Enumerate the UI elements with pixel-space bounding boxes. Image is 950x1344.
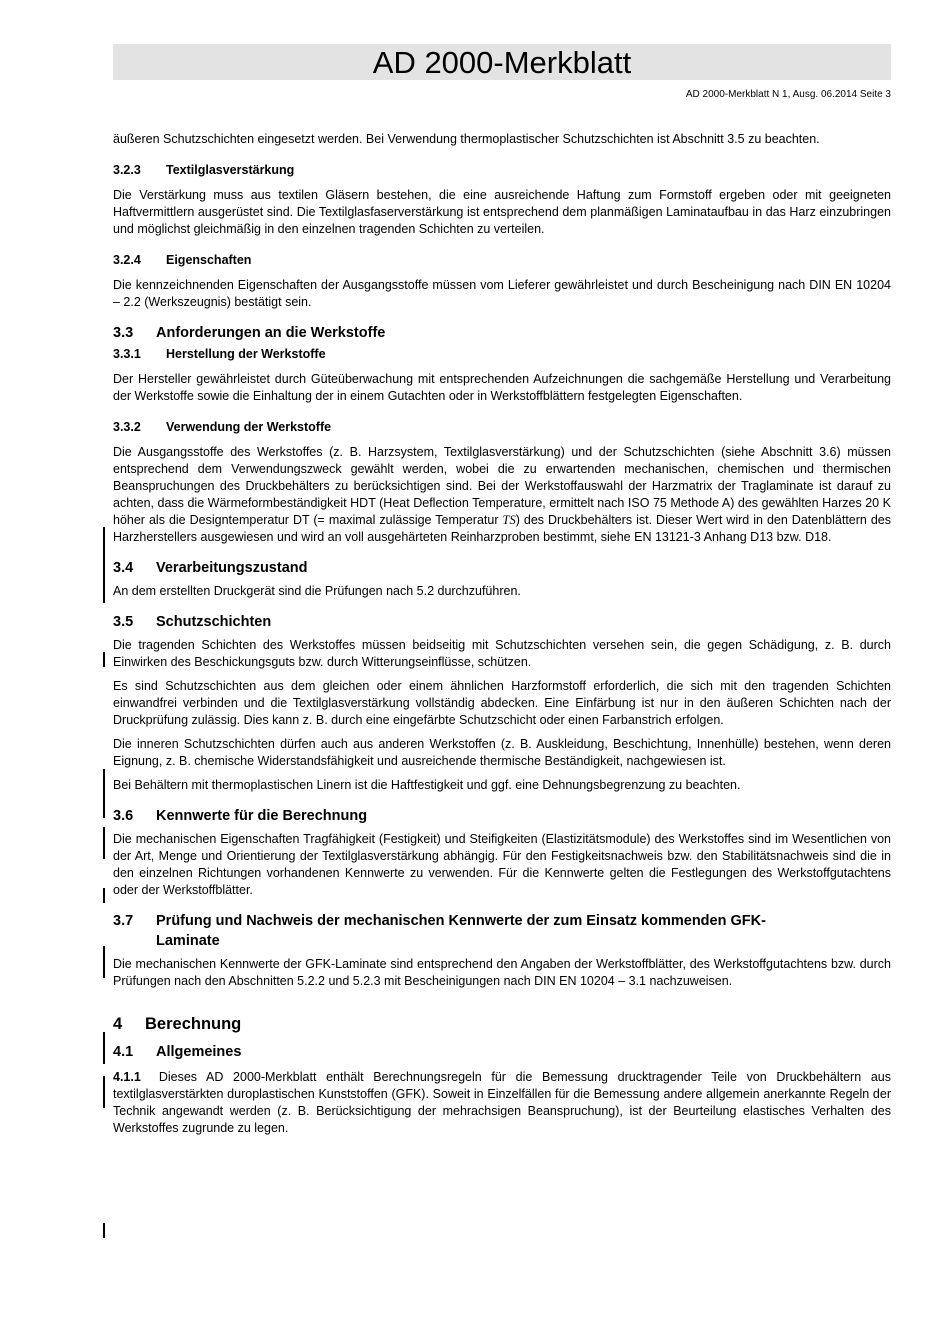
header-bar <box>113 44 891 80</box>
paragraph: Die kennzeichnenden Eigenschaften der Ausgangsstoffe müssen vom Lieferer gewährleistet und durch Bescheinigung nach DIN EN 10204 – 2.2 (Werkszeugnis) bestätigt sein. <box>113 278 891 309</box>
section-number: 4.1 <box>113 1044 134 1060</box>
section-heading-3-3-2 <box>113 419 891 436</box>
section-heading-3-7 <box>113 911 891 951</box>
section-title: Kennwerte für die Berechnung <box>156 808 368 824</box>
section-heading-3-6 <box>113 806 891 826</box>
section-number: 3.2.4 <box>113 253 141 267</box>
section-number: 3.5 <box>113 614 134 630</box>
section-number: 3.3.2 <box>113 420 141 434</box>
change-bar <box>103 888 105 903</box>
symbol-ts: TS <box>502 513 516 527</box>
page-reference: AD 2000-Merkblatt N 1, Ausg. 06.2014 Seite 3 <box>685 89 891 100</box>
paragraph-number: 4.1.1 <box>113 1070 141 1084</box>
paragraph: Die mechanischen Kennwerte der GFK-Laminate sind entsprechend den Angaben der Werkstoffblätter, des Werkstoffgutachtens bzw. durch Prüfungen nach den Abschnitten 5.2.2 und 5.2.3 mit Bescheinigungen nach DIN EN 10204 – 3.1 nachzuweisen. <box>113 957 891 988</box>
section-number: 4 <box>113 1015 123 1033</box>
paragraph <box>113 444 891 546</box>
document-body <box>113 131 891 1137</box>
section-number: 3.2.3 <box>113 163 141 177</box>
section-title: Anforderungen an die Werkstoffe <box>156 325 386 341</box>
paragraph: Die tragenden Schichten des Werkstoffes müssen beidseitig mit Schutzschichten versehen sein, die gegen Schädigung, z. B. durch Einwirken des Beschickungsguts bzw. durch Witterungseinflüsse, schützen. <box>113 638 891 669</box>
document-title: AD 2000-Merkblatt <box>372 45 632 80</box>
paragraph: Die mechanischen Eigenschaften Tragfähigkeit (Festigkeit) und Steifigkeiten (Elastizitätsmodule) des Werkstoffes sind im Wesentlichen von der Art, Menge und Orientierung der Textilglasverstärkung abhängig. Für den Festigkeitsnachweis bzw. den Stabilitätsnachweis sind die in den einzelnen Richtungen vorhandenen Kennwerte zu verwenden. Für die Kennwerte gelten die Festlegungen des Werkstoffgutachtens oder der Werkstoffblätter. <box>113 832 891 897</box>
section-title: Allgemeines <box>156 1044 242 1060</box>
paragraph: Bei Behältern mit thermoplastischen Linern ist die Haftfestigkeit und ggf. eine Dehnungsbegrenzung zu beachten. <box>113 778 741 792</box>
paragraph: Es sind Schutzschichten aus dem gleichen oder einem ähnlichen Harzformstoff erforderlich, die sich mit den tragenden Schichten einwandfrei verbinden und die Textilglasverstärkung vollständig abdecken. Eine Einfärbung ist nur in den äußeren Schichten nach der Druckprüfung zulässig. Dies kann z. B. durch eine eingefärbte Schutzschicht oder einen Farbanstrich erfolgen. <box>113 679 891 727</box>
section-number: 3.4 <box>113 560 134 576</box>
paragraph-part: Dieses AD 2000-Merkblatt enthält Berechnungsregeln für die Bemessung drucktragender Teile von Druckbehältern aus textilglasverstärkten duroplastischen Kunststoffen (GFK). Soweit in Einzelfällen für die Bemessung andere allgemein anerkannte Regeln der Technik angewandt werden (z. B. Berücksichtigung der mehrachsigen Beanspruchung), ist der Beurteilung elastisches Verhalten des Werkstoffes zugrunde zu legen. <box>113 1070 891 1135</box>
paragraph-part: ) des Druckbehälters ist. Dieser Wert wird in den Datenblättern des Harzherstellers ausgewiesen und wird an voll ausgehärteten Reinharzproben bestimmt, siehe EN 13121-3 Anhang D13 bzw. D18. <box>113 513 892 544</box>
section-title: Verwendung der Werkstoffe <box>166 420 332 434</box>
change-bar <box>103 946 105 978</box>
change-bar <box>103 1223 105 1238</box>
section-heading-3-5 <box>113 612 891 632</box>
paragraph-part: Die Ausgangsstoffe des Werkstoffes (z. B. Harzsystem, Textilglasverstärkung) und der Schutzschichten (siehe Abschnitt 3.6) müssen entsprechend dem Verwendungszweck gewählt werden, wobei die zu erwartenden mechanischen, chemischen und thermischen Beanspruchungen des Druckbehälters zu berücksichtigen sind. Bei der Werkstoffauswahl der Harzmatrix der Traglaminate ist darauf zu achten, dass die Wärmeformbeständigkeit HDT (Heat Deflection Temperature, ermittelt nach ISO 75 Methode A) des gewählten Harzes 20 K höher als die Designtemperatur DT (= maximal zulässige Temperatur <box>113 445 891 527</box>
section-title: Verarbeitungszustand <box>156 560 308 576</box>
paragraph: äußeren Schutzschichten eingesetzt werden. Bei Verwendung thermoplastischer Schutzschichten ist Abschnitt 3.5 zu beachten. <box>113 132 820 146</box>
section-heading-4 <box>113 1013 891 1035</box>
section-heading-3-3-1 <box>113 346 891 363</box>
section-number: 3.3.1 <box>113 347 141 361</box>
section-heading-3-4 <box>113 558 891 578</box>
change-bar <box>103 769 105 818</box>
section-heading-3-2-3 <box>113 162 891 179</box>
change-bar <box>103 1076 105 1108</box>
change-bar <box>103 652 105 667</box>
section-title: Eigenschaften <box>166 253 252 267</box>
section-number: 3.6 <box>113 808 134 824</box>
section-title: Berechnung <box>145 1015 242 1033</box>
paragraph: An dem erstellten Druckgerät sind die Prüfungen nach 5.2 durchzuführen. <box>113 584 521 598</box>
section-title: Schutzschichten <box>156 614 272 630</box>
section-title: Prüfung und Nachweis der mechanischen Kennwerte der zum Einsatz kommenden GFK-Laminate <box>156 913 766 949</box>
section-title: Herstellung der Werkstoffe <box>166 347 326 361</box>
change-bar <box>103 527 105 603</box>
paragraph <box>113 1069 891 1137</box>
section-heading-3-3 <box>113 323 891 343</box>
paragraph: Die Verstärkung muss aus textilen Gläsern bestehen, die eine ausreichende Haftung zum Formstoff ergeben oder mit geeigneten Haftvermittlern ausgerüstet sind. Die Textilglasfaserverstärkung ist entsprechend dem planmäßigen Laminataufbau in das Harz einzubringen und möglichst gleichmäßig in den einzelnen tragenden Schichten zu verteilen. <box>113 188 891 236</box>
paragraph: Der Hersteller gewährleistet durch Güteüberwachung mit entsprechenden Aufzeichnungen die sachgemäße Herstellung und Verarbeitung der Werkstoffe sowie die Einhaltung der in einem Gutachten oder in Werkstoffblättern festgelegten Eigenschaften. <box>113 372 891 403</box>
section-heading-4-1 <box>113 1042 891 1062</box>
paragraph: Die inneren Schutzschichten dürfen auch aus anderen Werkstoffen (z. B. Auskleidung, Beschichtung, Innenhülle) bestehen, wenn deren Eignung, z. B. chemische Widerstandsfähigkeit und ausreichende thermische Beständigkeit, nachgewiesen ist. <box>113 737 891 768</box>
change-bar <box>103 827 105 859</box>
section-number: 3.3 <box>113 325 134 341</box>
section-title: Textilglasverstärkung <box>166 163 295 177</box>
section-number: 3.7 <box>113 913 134 929</box>
change-bar <box>103 1032 105 1064</box>
section-heading-3-2-4 <box>113 252 891 269</box>
